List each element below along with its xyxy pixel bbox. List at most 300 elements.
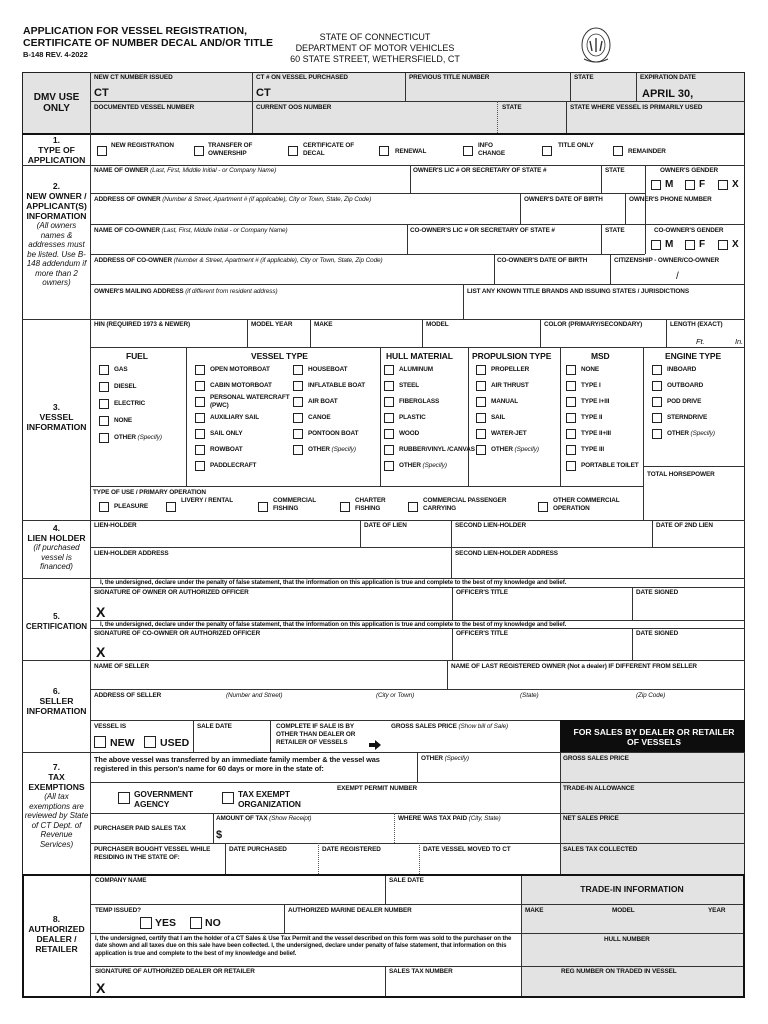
family-transfer-note: The above vessel was transferred by an immediate family member & the vessel was registered in this person's name for 60 days or more in the state of: xyxy=(94,755,380,773)
option-msd-0 xyxy=(581,366,599,374)
option-engine-0 xyxy=(667,366,696,374)
sales-tax-collected-label: SALES TAX COLLECTED xyxy=(563,846,638,853)
declaration-1: I, the undersigned, declare under the penalty of false statement, that the information on this application is true and complete to the best of my knowledge and belief. xyxy=(100,579,567,586)
option-hull-text: PLASTIC xyxy=(399,414,426,421)
ct-value-2: CT xyxy=(256,87,271,99)
use-option-0: PLEASURE xyxy=(114,503,148,510)
checkbox-vessel-type-6[interactable] xyxy=(195,461,205,471)
checkbox-vessel-type-b-2[interactable] xyxy=(293,397,303,407)
opt-transfer: TRANSFER OF OWNERSHIP xyxy=(208,142,253,157)
state-primarily-used-label: STATE WHERE VESSEL IS PRIMARILY USED xyxy=(570,104,703,111)
option-vessel-type-b-text: PONTOON BOAT xyxy=(308,430,359,437)
checkbox-fuel-4[interactable] xyxy=(99,433,109,443)
option-propulsion-text: WATER-JET xyxy=(491,430,527,437)
second-lienholder-address-label: SECOND LIEN-HOLDER ADDRESS xyxy=(455,550,558,557)
ct-value: CT xyxy=(94,87,109,99)
option-engine-text: OTHER xyxy=(667,430,689,437)
opt-new-registration: NEW REGISTRATION xyxy=(111,142,174,149)
checkbox-hull-6[interactable] xyxy=(384,461,394,471)
gross-sales-text: GROSS SALES PRICE xyxy=(391,723,457,730)
owner-lic-label: OWNER'S LIC # OR SECRETARY OF STATE # xyxy=(413,167,547,174)
vessel-new: NEW xyxy=(110,737,135,749)
checkbox-propulsion-4[interactable] xyxy=(476,429,486,439)
trade-in-header: TRADE-IN INFORMATION xyxy=(580,884,684,894)
checkbox-fuel-0[interactable] xyxy=(99,365,109,375)
title-brands-label: LIST ANY KNOWN TITLE BRANDS AND ISSUING STATES / JURISDICTIONS xyxy=(467,288,689,295)
owner-signature-x[interactable]: X xyxy=(96,604,106,620)
officer-title-label-2: OFFICER'S TITLE xyxy=(456,630,508,637)
checkbox-temp-yes[interactable] xyxy=(140,917,152,929)
checkbox-use-5[interactable] xyxy=(538,502,548,512)
vessel-used: USED xyxy=(160,737,190,749)
section-1-title xyxy=(24,135,89,165)
length-ft: Ft. xyxy=(696,337,705,346)
seller-zip-hint: (Zip Code) xyxy=(636,692,666,699)
checkbox-vessel-type-4[interactable] xyxy=(195,429,205,439)
owner-gender-x: X xyxy=(732,179,739,190)
checkbox-vessel-type-0[interactable] xyxy=(195,365,205,375)
section-2-label: NEW OWNER / APPLICANT(S) INFORMATION xyxy=(26,191,87,221)
option-vessel-type-text: ROWBOAT xyxy=(210,446,243,453)
checkbox-use-1[interactable] xyxy=(166,502,176,512)
owner-address-label xyxy=(94,196,371,204)
owner-phone-label: OWNER'S PHONE NUMBER xyxy=(629,196,712,203)
length-label: LENGTH (EXACT) xyxy=(670,321,723,328)
option-propulsion-5 xyxy=(491,446,539,454)
date-purchased-label: DATE PURCHASED xyxy=(229,846,287,853)
opt-remainder: REMAINDER xyxy=(628,148,666,155)
section-5-number: 5. xyxy=(53,612,60,621)
option-vessel-type-text: CABIN MOTORBOAT xyxy=(210,382,272,389)
checkbox-hull-2[interactable] xyxy=(384,397,394,407)
section-6-label: SELLER INFORMATION xyxy=(26,696,87,716)
lienholder-label: LIEN-HOLDER xyxy=(94,522,137,529)
seller-name-label: NAME OF SELLER xyxy=(94,663,150,670)
use-option-2: COMMERCIAL FISHING xyxy=(273,497,316,512)
checkbox-vessel-type-2[interactable] xyxy=(195,397,205,407)
agency-block xyxy=(270,32,480,65)
option-vessel-type-b-text: INFLATABLE BOAT xyxy=(308,382,366,389)
seller-city-hint: (City or Town) xyxy=(376,692,415,699)
option-propulsion-text: SAIL xyxy=(491,414,506,421)
checkbox-owner-x[interactable] xyxy=(718,180,728,190)
option-propulsion-1 xyxy=(491,382,529,390)
option-vessel-type-b-0 xyxy=(308,366,347,374)
hin-label: HIN (REQUIRED 1973 & NEWER) xyxy=(94,321,191,328)
agency-dept: DEPARTMENT OF MOTOR VEHICLES xyxy=(295,43,455,53)
date-lien-label: DATE OF LIEN xyxy=(364,522,407,529)
checkbox-vessel-type-1[interactable] xyxy=(195,381,205,391)
option-vessel-type-b-1 xyxy=(308,382,365,390)
option-hull-0 xyxy=(399,366,433,374)
option-fuel-text: OTHER xyxy=(114,434,136,441)
agency-state: STATE OF CONNECTICUT xyxy=(319,32,431,42)
checkbox-fuel-3[interactable] xyxy=(99,416,109,426)
declaration-2: I, the undersigned, declare under the penalty of false statement, that the information on this application is true and complete to the best of my knowledge and belief. xyxy=(100,621,567,628)
checkbox-temp-no[interactable] xyxy=(190,917,202,929)
option-hull-text: STEEL xyxy=(399,382,420,389)
checkbox-msd-1[interactable] xyxy=(566,381,576,391)
dealer-header: FOR SALES BY DEALER OR RETAILER OF VESSELS xyxy=(573,727,735,747)
option-propulsion-2 xyxy=(491,398,518,406)
opt-certificate-decal: CERTIFICATE OF DECAL xyxy=(303,142,355,157)
exempt-permit-label: EXEMPT PERMIT NUMBER xyxy=(337,785,418,792)
option-msd-6 xyxy=(581,462,639,470)
checkbox-hull-0[interactable] xyxy=(384,365,394,375)
other-exemption-text: OTHER xyxy=(421,755,443,762)
government-agency-label: GOVERNMENT AGENCY xyxy=(134,789,194,809)
option-fuel-0 xyxy=(114,366,128,374)
option-hull-6 xyxy=(399,462,447,470)
dealer-signature-label: SIGNATURE OF AUTHORIZED DEALER OR RETAILER xyxy=(95,968,255,975)
dealer-number-label: AUTHORIZED MARINE DEALER NUMBER xyxy=(288,907,412,914)
checkbox-use-2[interactable] xyxy=(258,502,268,512)
checkbox-msd-2[interactable] xyxy=(566,397,576,407)
option-fuel-3 xyxy=(114,417,132,425)
current-oos-label: CURRENT OOS NUMBER xyxy=(256,104,332,111)
section-5-title xyxy=(24,612,89,632)
checkbox-msd-4[interactable] xyxy=(566,429,576,439)
checkbox-remainder[interactable] xyxy=(613,146,623,156)
section-2-note: (All owners names & addresses must be listed. Use B-148 addendum if more than 2 owners) xyxy=(26,221,87,287)
gross-sales-hint: (Show bill of Sale) xyxy=(458,723,509,730)
temp-issued-label: TEMP ISSUED? xyxy=(95,907,141,914)
documented-vessel-label: DOCUMENTED VESSEL NUMBER xyxy=(94,104,195,111)
checkbox-msd-3[interactable] xyxy=(566,413,576,423)
coowner-lic-label: CO-OWNER'S LIC # OR SECRETARY OF STATE # xyxy=(410,227,555,234)
new-ct-number-label: NEW CT NUMBER ISSUED xyxy=(94,74,173,81)
trade-year-label: YEAR xyxy=(708,907,726,914)
checkbox-engine-0[interactable] xyxy=(652,365,662,375)
option-fuel-text: DIESEL xyxy=(114,383,137,390)
coowner-name-text: NAME OF CO-OWNER xyxy=(94,227,160,234)
use-option-3: CHARTER FISHING xyxy=(355,497,386,512)
sale-date-label: SALE DATE xyxy=(197,723,232,730)
officer-title-label: OFFICER'S TITLE xyxy=(456,589,508,596)
checkbox-fuel-2[interactable] xyxy=(99,399,109,409)
checkbox-msd-5[interactable] xyxy=(566,445,576,455)
option-engine-text: OUTBOARD xyxy=(667,382,704,389)
option-msd-4 xyxy=(581,430,611,438)
sale-date-label-8: SALE DATE xyxy=(389,877,424,884)
specify-hint: (Specify) xyxy=(688,430,715,437)
gross-sales-price-label: GROSS SALES PRICE xyxy=(563,755,629,762)
owner-name-text: NAME OF OWNER xyxy=(94,167,149,174)
option-msd-text: TYPE II+III xyxy=(581,430,611,437)
checkbox-new-registration[interactable] xyxy=(97,146,107,156)
form-title-line1: APPLICATION FOR VESSEL REGISTRATION, xyxy=(23,25,248,37)
option-vessel-type-text: PERSONAL WATERCRAFT (PWC) xyxy=(210,394,290,409)
checkbox-msd-6[interactable] xyxy=(566,461,576,471)
option-vessel-type-4 xyxy=(210,430,242,438)
specify-hint: (Specify) xyxy=(135,434,162,441)
section-8-label: AUTHORIZED DEALER / RETAILER xyxy=(28,924,85,954)
section-5-label: CERTIFICATION xyxy=(25,622,88,631)
net-sales-label: NET SALES PRICE xyxy=(563,815,619,822)
where-tax-text: WHERE WAS TAX PAID xyxy=(398,815,467,822)
citizenship-label: CITIZENSHIP - OWNER/CO-OWNER xyxy=(614,257,720,264)
checkbox-government[interactable] xyxy=(118,792,130,804)
date-signed-label: DATE SIGNED xyxy=(636,589,679,596)
section-8-number: 8. xyxy=(52,914,61,924)
option-vessel-type-text: OPEN MOTORBOAT xyxy=(210,366,270,373)
owner-address-hint: (Number & Street, Apartment # (if applicable), City or Town, State, Zip Code) xyxy=(162,196,372,203)
use-option-5: OTHER COMMERCIAL OPERATION xyxy=(553,497,620,512)
checkbox-use-4[interactable] xyxy=(408,502,418,512)
option-msd-1 xyxy=(581,382,601,390)
option-hull-4 xyxy=(399,430,419,438)
option-engine-text: INBOARD xyxy=(667,366,697,373)
coowner-gender-f: F xyxy=(699,239,706,250)
option-vessel-type-0 xyxy=(210,366,270,374)
mailing-address-text: OWNER'S MAILING ADDRESS xyxy=(94,288,184,295)
msd-header: MSD xyxy=(591,351,610,361)
checkbox-fuel-1[interactable] xyxy=(99,382,109,392)
checkbox-propulsion-0[interactable] xyxy=(476,365,486,375)
checkbox-propulsion-5[interactable] xyxy=(476,445,486,455)
use-option-1: LIVERY / RENTAL xyxy=(181,497,233,504)
owner-gender-label: OWNER'S GENDER xyxy=(660,167,718,174)
company-name-label: COMPANY NAME xyxy=(95,877,147,884)
option-vessel-type-b-text: OTHER xyxy=(308,446,330,453)
dealer-certification: I, the undersigned, certify that I am the holder of a CT Sales & Use Tax Permit and the vessel described on this form was sold to the purchaser on the date shown and all taxes due on this sale have been collected. I, the undersigned, declare under penalty of false statement, that information on this application is true and complete to the best of my knowledge and belief. xyxy=(95,935,512,957)
checkbox-vessel-type-b-0[interactable] xyxy=(293,365,303,375)
option-vessel-type-b-3 xyxy=(308,414,331,422)
citizenship-slash: / xyxy=(676,271,679,282)
option-msd-5 xyxy=(581,446,604,454)
option-msd-3 xyxy=(581,414,602,422)
section-1-number: 1. xyxy=(52,135,61,145)
checkbox-propulsion-2[interactable] xyxy=(476,397,486,407)
reg-number-traded-label: REG NUMBER ON TRADED IN VESSEL xyxy=(561,968,677,975)
hull-number-label: HULL NUMBER xyxy=(604,936,650,943)
option-vessel-type-b-2 xyxy=(308,398,338,406)
ct-on-vessel-label: CT # ON VESSEL PURCHASED xyxy=(256,74,348,81)
checkbox-use-0[interactable] xyxy=(99,502,109,512)
section-6-title xyxy=(24,686,89,716)
last-owner-label: NAME OF LAST REGISTERED OWNER (Not a dealer) IF DIFFERENT FROM SELLER xyxy=(451,663,697,670)
checkbox-engine-3[interactable] xyxy=(652,413,662,423)
trade-model-label: MODEL xyxy=(612,907,635,914)
option-vessel-type-b-text: HOUSEBOAT xyxy=(308,366,348,373)
mailing-address-label xyxy=(94,288,278,296)
arrow-right-icon xyxy=(369,740,381,750)
option-fuel-text: NONE xyxy=(114,417,133,424)
owner-gender-f: F xyxy=(699,179,706,190)
option-msd-text: PORTABLE TOILET xyxy=(581,462,639,469)
section-4-note: (if purchased vessel is financed) xyxy=(33,543,80,571)
date-2nd-lien-label: DATE OF 2ND LIEN xyxy=(656,522,713,529)
checkbox-owner-f[interactable] xyxy=(685,180,695,190)
owner-name-label xyxy=(94,167,276,175)
option-hull-text: ALUMINUM xyxy=(399,366,433,373)
checkbox-vessel-type-b-1[interactable] xyxy=(293,381,303,391)
vessel-is-label: VESSEL IS xyxy=(94,723,127,730)
checkbox-used[interactable] xyxy=(144,736,156,748)
option-msd-text: TYPE III xyxy=(581,446,604,453)
length-in: In. xyxy=(735,337,744,346)
section-2-number: 2. xyxy=(52,181,61,191)
owner-dob-label: OWNER'S DATE OF BIRTH xyxy=(524,196,603,203)
section-2-title xyxy=(24,181,89,288)
section-3-number: 3. xyxy=(52,402,61,412)
option-fuel-4 xyxy=(114,434,162,442)
option-propulsion-text: MANUAL xyxy=(491,398,519,405)
checkbox-propulsion-3[interactable] xyxy=(476,413,486,423)
owner-address-text: ADDRESS OF OWNER xyxy=(94,196,161,203)
option-vessel-type-5 xyxy=(210,446,243,454)
agency-address: 60 STATE STREET, WETHERSFIELD, CT xyxy=(290,54,460,64)
section-7-number: 7. xyxy=(52,762,61,772)
specify-hint: (Specify) xyxy=(329,446,356,453)
coowner-gender-x: X xyxy=(732,239,739,250)
temp-no: NO xyxy=(205,917,221,929)
dealer-signature-x[interactable]: X xyxy=(96,980,106,996)
section-3-title xyxy=(24,402,89,432)
coowner-gender-m: M xyxy=(665,239,674,250)
checkbox-hull-4[interactable] xyxy=(384,429,394,439)
where-tax-hint: (City, State) xyxy=(468,815,501,822)
mailing-address-hint: (if different from resident address) xyxy=(185,288,278,295)
checkbox-renewal[interactable] xyxy=(379,146,389,156)
previous-title-label: PREVIOUS TITLE NUMBER xyxy=(409,74,490,81)
option-vessel-type-6 xyxy=(210,462,256,470)
option-msd-text: NONE xyxy=(581,366,600,373)
coowner-signature-label: SIGNATURE OF CO-OWNER OR AUTHORIZED OFFICER xyxy=(94,630,261,637)
expiration-value: APRIL 30, xyxy=(642,88,694,100)
option-hull-text: FIBERGLASS xyxy=(399,398,440,405)
checkbox-hull-5[interactable] xyxy=(384,445,394,455)
opt-title-only: TITLE ONLY xyxy=(558,142,594,149)
option-msd-text: TYPE I+III xyxy=(581,398,610,405)
option-vessel-type-b-5 xyxy=(308,446,356,454)
dmv-use-only-label: DMV USE ONLY xyxy=(33,92,80,114)
option-msd-2 xyxy=(581,398,609,406)
option-engine-3 xyxy=(667,414,707,422)
checkbox-engine-4[interactable] xyxy=(652,429,662,439)
option-fuel-text: GAS xyxy=(114,366,128,373)
checkbox-title-only[interactable] xyxy=(542,146,552,156)
option-vessel-type-b-4 xyxy=(308,430,358,438)
option-propulsion-4 xyxy=(491,430,527,438)
checkbox-hull-3[interactable] xyxy=(384,413,394,423)
specify-hint: (Specify) xyxy=(512,446,539,453)
fuel-header: FUEL xyxy=(126,351,148,361)
checkbox-msd-0[interactable] xyxy=(566,365,576,375)
option-vessel-type-1 xyxy=(210,382,272,390)
checkbox-coowner-f[interactable] xyxy=(685,240,695,250)
section-1-label: TYPE OF APPLICATION xyxy=(27,145,86,165)
opt-renewal: RENEWAL xyxy=(395,148,427,155)
option-vessel-type-3 xyxy=(210,414,259,422)
amount-tax-hint: (Show Receipt) xyxy=(269,815,312,822)
model-label: MODEL xyxy=(426,321,449,328)
checkbox-engine-2[interactable] xyxy=(652,397,662,407)
expiration-label: EXPIRATION DATE xyxy=(640,74,696,81)
model-year-label: MODEL YEAR xyxy=(251,321,293,328)
checkbox-engine-1[interactable] xyxy=(652,381,662,391)
checkbox-tax-exempt[interactable] xyxy=(222,792,234,804)
horsepower-label: TOTAL HORSEPOWER xyxy=(647,471,715,478)
option-hull-text: RUBBER/VINYL /CANVAS xyxy=(399,446,475,453)
vessel-type-header: VESSEL TYPE xyxy=(251,351,308,361)
checkbox-transfer[interactable] xyxy=(194,146,204,156)
engine-header: ENGINE TYPE xyxy=(665,351,722,361)
checkbox-vessel-type-b-5[interactable] xyxy=(293,445,303,455)
checkbox-vessel-type-3[interactable] xyxy=(195,413,205,423)
option-msd-text: TYPE I xyxy=(581,382,601,389)
checkbox-owner-m[interactable] xyxy=(651,180,661,190)
section-6-number: 6. xyxy=(52,686,61,696)
checkbox-new[interactable] xyxy=(94,736,106,748)
checkbox-hull-1[interactable] xyxy=(384,381,394,391)
seller-address-label: ADDRESS OF SELLER xyxy=(94,692,162,699)
section-4-label: LIEN HOLDER xyxy=(27,533,86,543)
state-label: STATE xyxy=(574,74,594,81)
coowner-name-label xyxy=(94,227,288,235)
other-exemption-label xyxy=(421,755,469,763)
owner-gender-m: M xyxy=(665,179,674,190)
option-fuel-1 xyxy=(114,383,136,391)
complete-note: COMPLETE IF SALE IS BY OTHER THAN DEALER OR RETAILER OF VESSELS xyxy=(276,723,356,746)
date-signed-label-2: DATE SIGNED xyxy=(636,630,679,637)
sales-tax-number-label: SALES TAX NUMBER xyxy=(389,968,453,975)
coowner-signature-x[interactable]: X xyxy=(96,644,106,660)
option-vessel-type-b-text: AIR BOAT xyxy=(308,398,338,405)
option-engine-text: STERNDRIVE xyxy=(667,414,708,421)
option-msd-text: TYPE II xyxy=(581,414,603,421)
checkbox-vessel-type-5[interactable] xyxy=(195,445,205,455)
option-vessel-type-text: AUXILIARY SAIL xyxy=(210,414,260,421)
option-propulsion-text: OTHER xyxy=(491,446,513,453)
checkbox-coowner-x[interactable] xyxy=(718,240,728,250)
section-7-title xyxy=(24,762,89,849)
date-registered-label: DATE REGISTERED xyxy=(322,846,381,853)
option-engine-1 xyxy=(667,382,703,390)
option-fuel-text: ELECTRIC xyxy=(114,400,146,407)
option-propulsion-text: AIR THRUST xyxy=(491,382,529,389)
option-propulsion-text: PROPELLER xyxy=(491,366,530,373)
section-7-note: (All tax exemptions are reviewed by State of CT Dept. of Revenue Services) xyxy=(24,792,89,849)
section-3-label: VESSEL INFORMATION xyxy=(26,412,87,432)
checkbox-propulsion-1[interactable] xyxy=(476,381,486,391)
trade-make-label: MAKE xyxy=(525,907,544,914)
state-seal-icon xyxy=(578,25,614,65)
section-4-number: 4. xyxy=(52,523,61,533)
second-lienholder-label: SECOND LIEN-HOLDER xyxy=(455,522,526,529)
checkbox-vessel-type-b-4[interactable] xyxy=(293,429,303,439)
checkbox-use-3[interactable] xyxy=(340,502,350,512)
checkbox-coowner-m[interactable] xyxy=(651,240,661,250)
seller-state-hint: (State) xyxy=(520,692,539,699)
date-moved-label: DATE VESSEL MOVED TO CT xyxy=(423,846,511,853)
checkbox-info-change[interactable] xyxy=(463,146,473,156)
option-engine-4 xyxy=(667,430,715,438)
section-8-title xyxy=(24,914,89,954)
coowner-name-hint: (Last, First, Middle Initial - or Company Name) xyxy=(161,227,288,234)
owner-signature-label: SIGNATURE OF OWNER OR AUTHORIZED OFFICER xyxy=(94,589,249,596)
checkbox-vessel-type-b-3[interactable] xyxy=(293,413,303,423)
gross-sales-label xyxy=(391,723,508,731)
opt-info-change: INFO CHANGE xyxy=(478,142,506,157)
purchaser-bought-label: PURCHASER BOUGHT VESSEL WHILE RESIDING IN THE STATE OF: xyxy=(94,846,211,861)
lienholder-address-label: LIEN-HOLDER ADDRESS xyxy=(94,550,169,557)
where-tax-label xyxy=(398,815,501,823)
amount-tax-text: AMOUNT OF TAX xyxy=(216,815,268,822)
specify-hint: (Specify) xyxy=(420,462,447,469)
state-label-2: STATE xyxy=(502,104,522,111)
checkbox-certificate-decal[interactable] xyxy=(288,146,298,156)
